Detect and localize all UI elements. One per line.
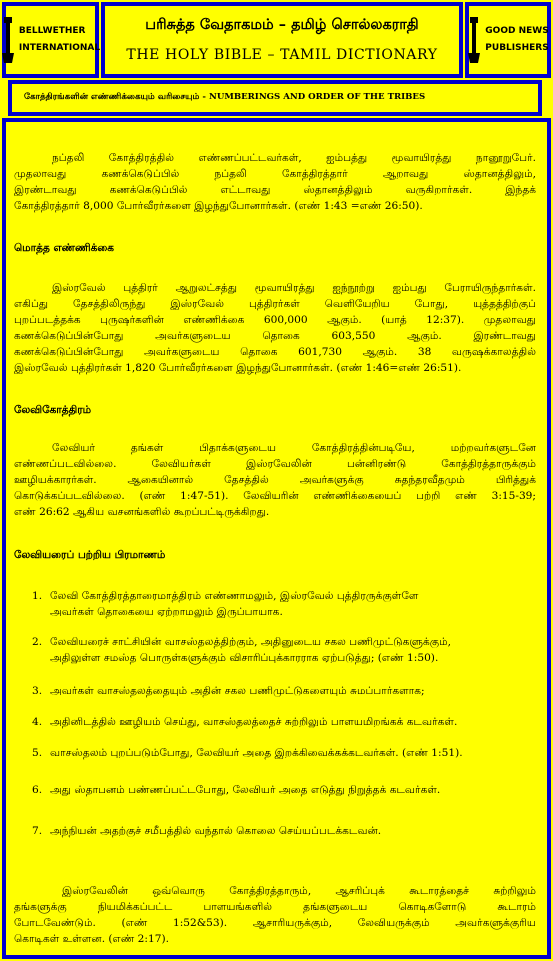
paragraph-line: ஊழியக்காரர்கள். ஆகையினால் தேசத்தில் அவர்களுக்கு சுதந்தரவீதமும் பிரித்துக் bbox=[14, 474, 536, 486]
paragraph-line: எகிப்து தேசத்திலிருந்து இஸ்ரவேல் புத்திரர்கள் வெளியேறிய போது, யுத்தத்திற்குப் bbox=[14, 298, 536, 310]
paragraph-levi-tribe bbox=[14, 440, 536, 520]
paragraph-line: கணக்கெடுப்பின்போது அவர்களுடைய தொகை 603,550 ஆகும். இரண்டாவது bbox=[14, 330, 536, 342]
paragraph-line: தங்களுக்கு நியமிக்கப்பட்ட பாளயங்களில் தங்களுடைய கொடிகளோடு கூடாரம் bbox=[14, 901, 536, 913]
paragraph-line: இரண்டாவது கணக்கெடுப்பில் எட்டாவது ஸ்தானத்திலும் வருகிறார்கள். இந்தக் bbox=[14, 184, 536, 196]
heading-levi-tribe: லேவிகோத்திரம் bbox=[14, 404, 92, 416]
paragraph-line: முதலாவது கணக்கெடுப்பில் நப்தலி கோத்திரத்தார் ஆறாவது ஸ்தானத்திலும், bbox=[14, 168, 536, 180]
list-item-number: 2. bbox=[32, 636, 43, 648]
paragraph-line: புறப்படத்தக்க புருஷர்களின் எண்ணிக்கை 600,000 ஆகும். (யாத் 12:37). முதலாவது bbox=[14, 314, 536, 326]
good-news-emblem-icon bbox=[467, 15, 481, 65]
list-item-number: 6. bbox=[32, 784, 43, 796]
list-item-text: லேவி கோத்திரத்தாரைமாத்திரம் எண்ணாமலும், இஸ்ரவேல் புத்திரருக்குள்ளே bbox=[50, 590, 419, 602]
left-logo-line1: BELLWETHER bbox=[18, 26, 86, 36]
list-item bbox=[32, 745, 537, 761]
paragraph-line: எண் 26:62 ஆகிய வசனங்களில் கூறப்பட்டிருக்கிறது. bbox=[14, 506, 270, 518]
list-item-text: அது ஸ்தாபனம் பண்ணப்பட்டபோது, லேவியர் அதை எடுத்து நிறுத்தக் கடவர்கள். bbox=[50, 784, 441, 796]
paragraph-line: எண்ணப்படவில்லை. லேவியர்கள் இஸ்ரவேலின் பன்னிரண்டு கோத்திரத்தாருக்கும் bbox=[14, 458, 536, 470]
paragraph-line: போடவேண்டும். (எண் 1:52&53). ஆசாரியருக்கும், லேவியருக்கும் அவர்களுக்குரிய bbox=[14, 917, 536, 929]
list-item bbox=[32, 782, 537, 798]
paragraph-line: இஸ்ரவேல் புத்திரர்கள் 1,820 போர்வீரர்களை இழந்துபோனார்கள். (எண் 1:46=எண் 26:51). bbox=[14, 362, 462, 374]
list-item-text: லேவியரைச் சாட்சியின் வாசஸ்தலத்திற்கும், அதினுடைய சகல பணிமுட்டுகளுக்கும், bbox=[50, 636, 452, 648]
paragraph-line: நப்தலி கோத்திரத்தில் எண்ணப்பட்டவர்கள், ஐம்பத்து மூவாயிரத்து நானூறுபேர். bbox=[52, 152, 536, 164]
title-english: THE HOLY BIBLE – TAMIL DICTIONARY bbox=[126, 47, 438, 63]
list-item bbox=[32, 823, 537, 839]
paragraph-tribe-banners bbox=[14, 883, 536, 947]
list-item-number: 3. bbox=[32, 685, 43, 697]
list-item bbox=[32, 588, 537, 620]
paragraph-line: லேவியர் தங்கள் பிதாக்களுடைய கோத்திரத்தின்படியே, மற்றவர்களுடனே bbox=[52, 442, 536, 454]
paragraph-line: கொடிகள் உள்ளன. (எண் 2:17). bbox=[14, 933, 169, 945]
list-item-text: அதினிடத்தில் ஊழியம் செய்து, வாசஸ்தலத்தைச் சுற்றிலும் பாளயமிறங்கக் கடவர்கள். bbox=[50, 716, 458, 728]
list-item bbox=[32, 714, 537, 730]
list-item-number: 1. bbox=[32, 590, 43, 602]
right-logo-line1: GOOD NEWS bbox=[485, 26, 549, 36]
heading-total-count: மொத்த எண்ணிக்கை bbox=[14, 242, 114, 254]
good-news-logo bbox=[465, 2, 551, 78]
list-item-text: வாசஸ்தலம் புறப்படும்போது, லேவியர் அதை இறக்கிவைக்கக்கடவர்கள். (எண் 1:51). bbox=[50, 747, 463, 759]
paragraph-line: கொடுக்கப்படவில்லை. (எண் 1:47-51). லேவியரின் எண்ணிக்கையைப் பற்றி எண் 3:15-39; bbox=[14, 490, 536, 502]
list-item-number: 4. bbox=[32, 716, 43, 728]
bellwether-emblem-icon bbox=[1, 15, 15, 65]
paragraph-line: இஸ்ரவேல் புத்திரர் ஆறுலட்சத்து மூவாயிரத்து ஐந்நூற்று ஐம்பது பேராயிருந்தார்கள். bbox=[52, 282, 536, 294]
list-item bbox=[32, 634, 537, 666]
list-item-text: அந்நியன் அதற்குச் சமீபத்தில் வந்தால் கொலை செய்யப்படக்கடவன். bbox=[50, 825, 382, 837]
title-tamil: பரிசுத்த வேதாகமம் – தமிழ் சொல்லகராதி bbox=[145, 16, 419, 33]
paragraph-line: இஸ்ரவேலின் ஒவ்வொரு கோத்திரத்தாரும், ஆசரிப்புக் கூடாரத்தைச் சுற்றிலும் bbox=[62, 885, 536, 897]
paragraph-naphtali bbox=[14, 150, 536, 214]
section-title-bar bbox=[8, 80, 542, 116]
right-logo-line2: PUBLISHERS bbox=[485, 43, 549, 53]
list-item-text: அவர்கள் வாசஸ்தலத்தையும் அதின் சகல பணிமுட்டுகளையும் சுமப்பார்களாக; bbox=[50, 685, 425, 697]
section-title: கோத்திரங்களின் எண்ணிக்கையும் வரிசையும் - NUMBERINGS AND ORDER OF THE TRIBES bbox=[24, 92, 426, 102]
paragraph-line: கணக்கெடுப்பின்போது அவர்களுடைய தொகை 601,730 ஆகும். 38 வருஷக்காலத்தில் bbox=[14, 346, 536, 358]
list-item-number: 7. bbox=[32, 825, 43, 837]
list-item-text: அதிலுள்ள சமஸ்த பொருள்களுக்கும் விசாரிப்புக்காரராக ஏற்படுத்து; (எண் 1:50). bbox=[50, 652, 439, 664]
bellwether-logo bbox=[2, 2, 99, 78]
heading-levite-law: லேவியரைப் பற்றிய பிரமாணம் bbox=[14, 549, 166, 561]
list-item-number: 5. bbox=[32, 747, 43, 759]
list-item-text: அவர்கள் தொகையை ஏற்றாமலும் இருப்பாயாக. bbox=[50, 606, 283, 618]
paragraph-line: கோத்திரத்தார் 8,000 போர்வீரர்களை இழந்துபோனார்கள். (எண் 1:43 =எண் 26:50). bbox=[14, 200, 423, 212]
left-logo-line2: INTERNATIONAL bbox=[18, 43, 101, 53]
title-banner bbox=[101, 2, 463, 78]
paragraph-total-count bbox=[14, 280, 536, 376]
list-item bbox=[32, 683, 537, 699]
